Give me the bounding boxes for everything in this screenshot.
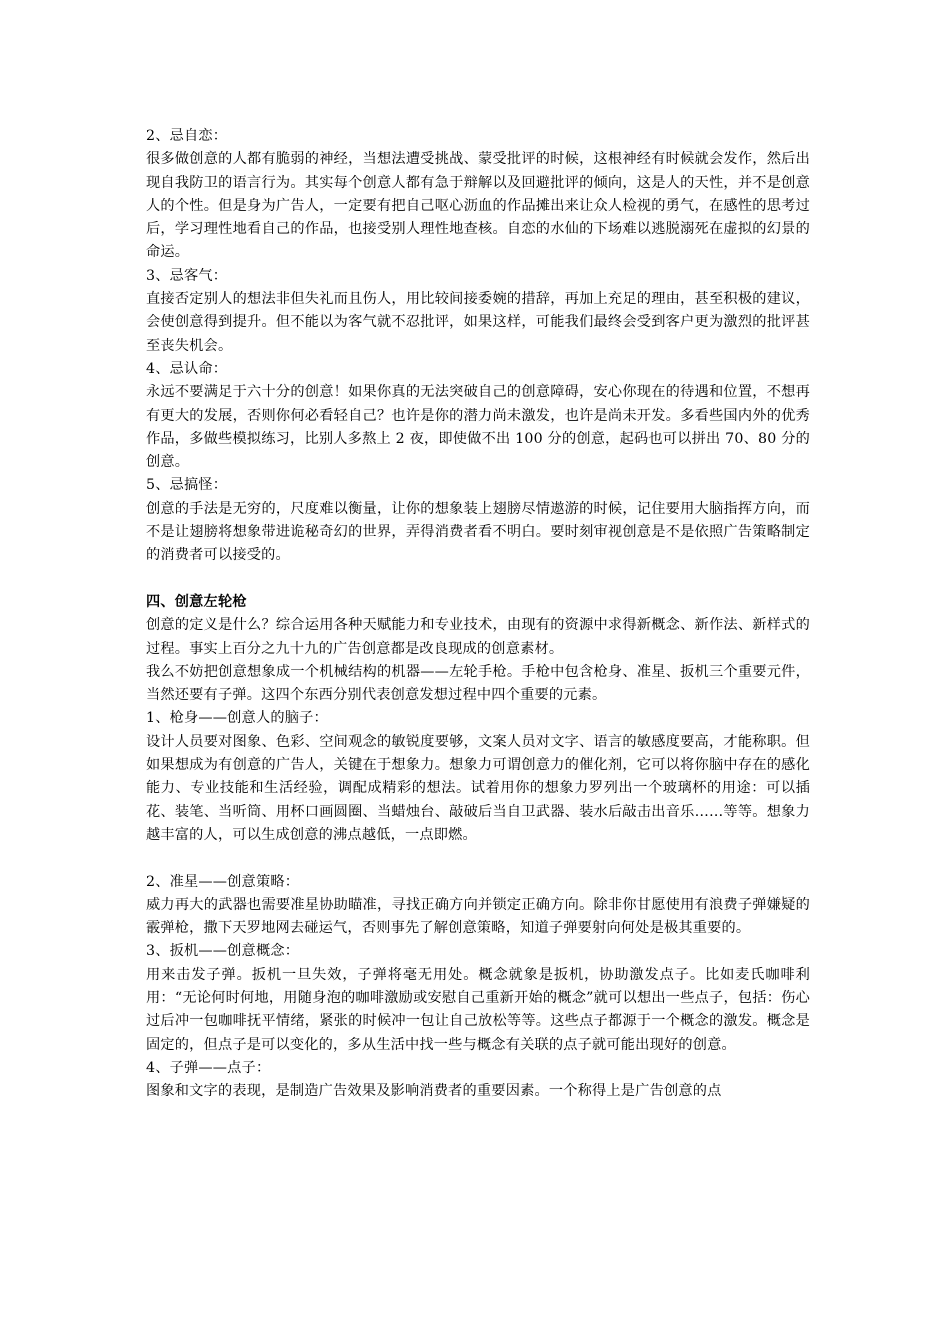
- body-paragraph: 用来击发子弹。扳机一旦失效，子弹将毫无用处。概念就象是扳机，协助激发点子。比如麦氏咖啡利用：“无论何时何地，用随身泡的咖啡激励或安慰自己重新开始的概念”就可以想出一些点子，包括：伤心过后冲一包咖啡抚平情绪，紧张的时候冲一包让自己放松等等。这些点子都源于一个概念的激发。概念是固定的，但点子是可以变化的，多从生活中找一些与概念有关联的点子就可能出现好的创意。: [146, 966, 810, 1053]
- paragraph-gap: [146, 847, 810, 870]
- body-paragraph: 创意的定义是什么？综合运用各种天赋能力和专业技术，由现有的资源中求得新概念、新作法、新样式的过程。事实上百分之九十九的广告创意都是改良现成的创意素材。: [146, 617, 810, 657]
- section-heading-bullet: 4、子弹——点子：: [146, 1059, 271, 1076]
- paragraph-gap: [146, 568, 810, 591]
- section-heading-sight: 2、准星——创意策略：: [146, 873, 300, 890]
- chapter-heading-revolver: 四、创意左轮枪: [146, 593, 247, 610]
- section-heading-no-narcissism: 2、忌自恋：: [146, 128, 228, 144]
- body-paragraph: 设计人员要对图象、色彩、空间观念的敏锐度要够，文案人员对文字、语言的敏感度要高，才能称职。但如果想成为有创意的广告人，关键在于想象力。想象力可谓创意力的催化剂，它可以将你脑中存在的感化能力、专业技能和生活经验，调配成精彩的想法。试着用你的想象力罗列出一个玻璃杯的用途：可以插花、装笔、当听筒、用杯口画圆圈、当蜡烛台、敲破后当自卫武器、装水后敲击出音乐……等等。想象力越丰富的人，可以生成创意的沸点越低，一点即燃。: [146, 733, 810, 843]
- body-paragraph: 威力再大的武器也需要准星协助瞄准，寻找正确方向并锁定正确方向。除非你甘愿使用有浪费子弹嫌疑的霰弹枪，撒下天罗地网去碰运气，否则事先了解创意策略，知道子弹要射向何处是极其重要的。: [146, 896, 810, 937]
- section-heading-trigger: 3、扳机——创意概念：: [146, 943, 300, 960]
- document-page: [146, 125, 810, 1103]
- body-paragraph: 创意的手法是无穷的，尺度难以衡量，让你的想象装上翅膀尽情遨游的时候，记住要用大脑指挥方向，而不是让翅膀将想象带进诡秘奇幻的世界，弄得消费者看不明白。要时刻审视创意是不是依照广告策略制定的消费者可以接受的。: [146, 500, 810, 564]
- body-paragraph: 我么不妨把创意想象成一个机械结构的机器——左轮手枪。手枪中包含枪身、准星、扳机三个重要元件，当然还要有子弹。这四个东西分别代表创意发想过程中四个重要的元素。: [146, 663, 810, 704]
- body-paragraph: 永远不要满足于六十分的创意！如果你真的无法突破自己的创意障碍，安心你现在的待遇和位置，不想再有更大的发展，否则你何必看轻自己？也许是你的潜力尚未激发，也许是尚未开发。多看些国内外的优秀作品，多做些模拟练习，比别人多熬上 2 夜，即使做不出 100 分的创意，起码也可以拼出 70、80 分的创意。: [146, 384, 810, 471]
- section-heading-no-resignation: 4、忌认命：: [146, 360, 228, 377]
- section-heading-no-weirdness: 5、忌搞怪：: [146, 477, 228, 494]
- body-paragraph: 很多做创意的人都有脆弱的神经，当想法遭受挑战、蒙受批评的时候，这根神经有时候就会发作，然后出现自我防卫的语言行为。其实每个创意人都有急于辩解以及回避批评的倾向，这是人的天性，并不是创意人的个性。但是身为广告人，一定要有把自己呕心沥血的作品摊出来让众人检视的勇气，在感性的思考过后，学习理性地看自己的作品，也接受别人理性地查核。自恋的水仙的下场难以逃脱溺死在虚拟的幻景的命运。: [146, 151, 810, 261]
- body-paragraph: 图象和文字的表现，是制造广告效果及影响消费者的重要因素。一个称得上是广告创意的点: [146, 1083, 722, 1100]
- section-heading-no-politeness: 3、忌客气：: [146, 267, 228, 284]
- body-paragraph: 直接否定别人的想法非但失礼而且伤人，用比较间接委婉的措辞，再加上充足的理由，甚至积极的建议，会使创意得到提升。但不能以为客气就不忍批评，如果这样，可能我们最终会受到客户更为激烈的批评甚至丧失机会。: [146, 291, 810, 354]
- section-heading-gun-body: 1、枪身——创意人的脑子：: [146, 710, 328, 727]
